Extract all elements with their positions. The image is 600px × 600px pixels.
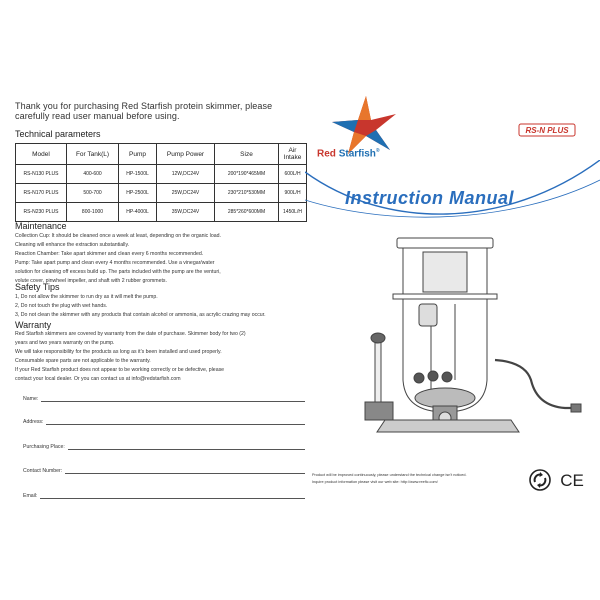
technical-parameters-title: Technical parameters <box>15 129 101 139</box>
ce-mark-text: CE <box>560 471 584 489</box>
cell-size: 230*210*530MM <box>215 184 279 203</box>
disclaimer-text <box>312 472 552 486</box>
intro-text <box>15 101 305 121</box>
safety-tips-title: Safety Tips <box>15 282 60 292</box>
cell-model: RS-N230 PLUS <box>16 203 67 222</box>
cell-tank: 400-600 <box>67 165 119 184</box>
email-label: Email: <box>23 493 40 499</box>
contact-number-field-line <box>23 473 305 474</box>
registered-mark: ® <box>375 148 380 154</box>
model-series-badge <box>518 123 576 137</box>
col-header-tank: For Tank(L) <box>67 144 119 165</box>
col-header-power: Pump Power <box>157 144 215 165</box>
ce-mark-icon <box>559 471 585 489</box>
name-label: Name: <box>23 396 41 402</box>
cell-tank: 800-1000 <box>67 203 119 222</box>
cell-power: 35W,DC24V <box>157 203 215 222</box>
maintenance-title: Maintenance <box>15 221 67 231</box>
recycle-icon <box>529 469 551 491</box>
contact-number-field[interactable] <box>23 465 305 475</box>
instruction-manual-title: Instruction Manual <box>345 188 515 208</box>
maintenance-line: Collection Cup: It should be cleaned once a week at least, depending on the organic load. <box>15 233 221 239</box>
name-field-line <box>23 401 305 402</box>
warranty-line: Red Starfish skimmers are covered by warranty from the date of purchase. Skimmer body for two (2) <box>15 331 246 337</box>
col-header-model: Model <box>16 144 67 165</box>
cell-size: 285*260*600MM <box>215 203 279 222</box>
safety-line: 3, Do not clean the skimmer with any products that contain alcohol or ammonia, as acrylic crazing may occur. <box>15 312 266 318</box>
safety-tips-text <box>15 293 307 320</box>
cell-air-intake: 900L/H <box>279 184 307 203</box>
col-header-pump: Pump <box>119 144 157 165</box>
address-field[interactable] <box>23 416 305 426</box>
table-row <box>16 184 307 203</box>
cell-pump: HP-1500L <box>119 165 157 184</box>
disclaimer-line-2: Inquire product information please visit our web site: http://www.reefic.com/ <box>312 480 438 484</box>
warranty-line: If your Red Starfish product does not appear to be working correctly or be defective, please <box>15 367 225 373</box>
maintenance-text <box>15 232 307 286</box>
col-header-air-intake: Air Intake <box>279 144 307 165</box>
address-field-line <box>23 424 305 425</box>
cell-power: 12W,DC24V <box>157 165 215 184</box>
cell-air-intake: 1450L/H <box>279 203 307 222</box>
cell-model: RS-N130 PLUS <box>16 165 67 184</box>
cell-size: 200*190*465MM <box>215 165 279 184</box>
maintenance-line: volute cover, pinwheel impeller, and shaft with 2 rubber grommets. <box>15 278 167 284</box>
cell-model: RS-N170 PLUS <box>16 184 67 203</box>
disclaimer-line-1: Product will be improved continuously, please understand the technical change isn't noticed. <box>312 473 467 477</box>
warranty-line: contact your local dealer. Or you can contact us at info@redstarfish.com <box>15 376 181 382</box>
warranty-line: Consumable spare parts are not applicable to the warranty. <box>15 358 151 364</box>
table-header-row <box>16 144 307 165</box>
safety-line: 2, Do not touch the plug with wet hands. <box>15 303 108 309</box>
brand-name <box>317 148 380 159</box>
safety-line: 1, Do not allow the skimmer to run dry as it will melt the pump. <box>15 294 158 300</box>
technical-parameters-table <box>15 143 307 222</box>
table-row <box>16 203 307 222</box>
maintenance-line: solution for cleaning off excess build up. The parts included with the pump are the venturi, <box>15 269 221 275</box>
warranty-title: Warranty <box>15 320 52 330</box>
warranty-text <box>15 330 307 384</box>
name-field[interactable] <box>23 393 305 403</box>
email-field-line <box>23 498 305 499</box>
brand-part-red: Red <box>317 148 336 160</box>
maintenance-line: Pump: Take apart pump and clean every 4 months recommended. Use a vinegar/water <box>15 260 215 266</box>
cell-air-intake: 600L/H <box>279 165 307 184</box>
protein-skimmer-illustration-icon <box>335 230 585 450</box>
warranty-line: years and two years warranty on the pump. <box>15 340 115 346</box>
address-label: Address: <box>23 419 46 425</box>
maintenance-line: Reaction Chamber: Take apart skimmer and clean every 6 months recommended. <box>15 251 204 257</box>
maintenance-line: Cleaning will enhance the extraction substantially. <box>15 242 130 248</box>
purchasing-place-field[interactable] <box>23 441 305 451</box>
cell-tank: 500-700 <box>67 184 119 203</box>
intro-line-1: Thank you for purchasing Red Starfish protein skimmer, please <box>15 101 273 111</box>
contact-number-label: Contact Number: <box>23 468 65 474</box>
cell-pump: HP-2500L <box>119 184 157 203</box>
cell-pump: HP-4000L <box>119 203 157 222</box>
table-row <box>16 165 307 184</box>
model-series-text: RS-N PLUS <box>525 126 569 135</box>
col-header-size: Size <box>215 144 279 165</box>
intro-line-2: carefully read user manual before using. <box>15 111 180 121</box>
warranty-line: We will take responsibility for the products as long as it's been installed and used properly. <box>15 349 222 355</box>
cell-power: 25W,DC24V <box>157 184 215 203</box>
email-field[interactable] <box>23 490 305 500</box>
brand-part-starfish: Starfish <box>338 148 376 160</box>
purchasing-place-label: Purchasing Place: <box>23 444 68 450</box>
